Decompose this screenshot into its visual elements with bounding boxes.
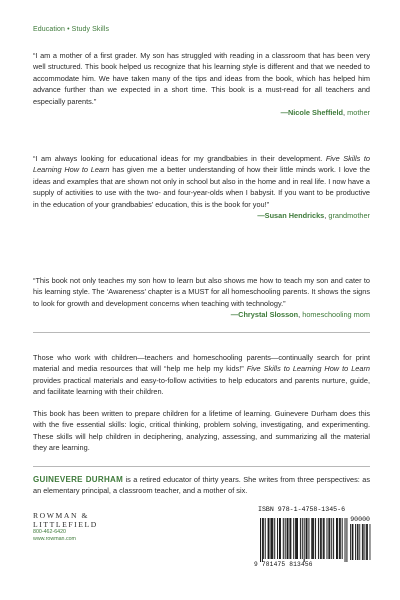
- barcode-bar: [336, 518, 337, 559]
- barcode-bar: [333, 518, 334, 559]
- book-title-italic: Five Skills to Learning How to Learn: [33, 154, 370, 175]
- barcode-bar: [304, 518, 305, 562]
- barcode-bar: [318, 518, 319, 559]
- addon-bar: [370, 524, 371, 560]
- barcode-bar: [265, 518, 266, 559]
- category-label: Education • Study Skills: [33, 26, 110, 33]
- publisher-website: www.rowman.com: [33, 536, 76, 543]
- barcode-bar: [262, 518, 263, 562]
- barcode-bar: [323, 518, 324, 559]
- barcode-bar: [300, 518, 301, 559]
- barcode-bar: [283, 518, 284, 559]
- barcode-bar: [320, 518, 321, 559]
- isbn-barcode: [254, 505, 372, 570]
- barcode-bar: [346, 518, 347, 562]
- barcode-bar: [279, 518, 280, 559]
- barcode-bar: [269, 518, 270, 559]
- addon-bar: [366, 524, 367, 560]
- barcode-bar: [289, 518, 290, 559]
- barcode-bar: [296, 518, 297, 559]
- barcode-bar: [315, 518, 316, 559]
- divider: [33, 466, 370, 467]
- testimonial-1: [33, 50, 370, 118]
- addon-bar: [364, 524, 365, 560]
- addon-bar: [367, 524, 368, 560]
- testimonial-role: grandmother: [328, 211, 370, 221]
- barcode-bar: [331, 518, 332, 559]
- testimonial-attribution: —Chrystal Slosson, homeschooling mom: [230, 310, 370, 320]
- barcode-bar: [277, 518, 278, 559]
- barcode-bar: [327, 518, 328, 559]
- book-title-italic: Five Skills to Learning How to Learn: [246, 364, 370, 374]
- author-name: GUINEVERE DURHAM: [33, 475, 124, 484]
- barcode-bar: [311, 518, 312, 559]
- price-code: 90000: [350, 516, 370, 523]
- barcode-bar: [288, 518, 289, 559]
- barcode-bar: [272, 518, 273, 559]
- testimonial-name: —Nicole Sheffield: [280, 108, 344, 118]
- testimonial-role: mother: [347, 108, 370, 118]
- barcode-bar: [345, 518, 346, 562]
- barcode-bar: [293, 518, 294, 559]
- barcode-bar: [270, 518, 271, 559]
- barcode-bar: [280, 518, 281, 559]
- barcode-bar: [285, 518, 286, 559]
- testimonial-2: [33, 153, 370, 221]
- barcode-bar: [271, 518, 272, 559]
- testimonial-role: homeschooling mom: [302, 310, 370, 320]
- barcode-bar: [263, 518, 264, 559]
- barcode-bar: [324, 518, 325, 559]
- testimonial-attribution: —Susan Hendricks, grandmother: [257, 211, 370, 221]
- addon-bar: [355, 524, 356, 560]
- barcode-digits: 9 781475 813456: [254, 561, 313, 568]
- barcode-bar: [313, 518, 314, 559]
- publisher-phone: 800-462-6420: [33, 529, 66, 535]
- barcode-bar: [329, 518, 330, 559]
- addon-bar: [362, 524, 363, 560]
- barcode-bar: [308, 518, 309, 559]
- addon-bar: [357, 524, 358, 560]
- publisher-logo: ROWMAN & LITTLEFIELD: [33, 511, 98, 529]
- divider: [33, 332, 370, 333]
- barcode-bar: [342, 518, 343, 559]
- testimonial-attribution: —Nicole Sheffield, mother: [280, 108, 370, 118]
- addon-bar: [363, 524, 364, 560]
- barcode-bar: [297, 518, 298, 559]
- addon-bar: [359, 524, 360, 560]
- description-paragraph-1: Those who work with children—teachers and homeschooling parents—continually search for print material and media resources that will “help me help my kids!” Five Skills to Learning How to Learn provides practical materials and easy-to-follow activities to help educators and parents nurture, guide, and facilitate learning with their children.: [33, 353, 370, 397]
- isbn-number: ISBN 978-1-4758-1345-6: [258, 506, 346, 513]
- barcode-bar: [290, 518, 291, 559]
- barcode-bar: [306, 518, 307, 559]
- barcode-bar: [260, 518, 261, 562]
- barcode-bar: [328, 518, 329, 559]
- addon-bar: [358, 524, 359, 560]
- testimonial-3: [33, 275, 370, 321]
- barcode-bar: [287, 518, 288, 559]
- barcode-bar: [295, 518, 296, 559]
- description-paragraph-2: This book has been written to prepare children for a lifetime of learning. Guinevere Durham does this with the five essential skills: logic, critical thinking, problem solving, investigating, and experimenting. These skills will help children in deciphering, analyzing, assessing, and summarizing all the material they are learning.: [33, 409, 370, 453]
- testimonial-quote: “I am always looking for educational ideas for my grandbabies in their development. Five Skills to Learning How to Learn has given me a better understanding of how their little minds work. I love the ideas and examples that are shown not only in school but also in the home and in real life. I now have a supply of activities to use with the two- and four-year-olds when I babysit. If you want to be productive in the education of your grandbabies’ education, this is the book for you!”: [33, 154, 370, 209]
- barcode-bar: [274, 518, 275, 559]
- barcode-bar: [340, 518, 341, 559]
- author-bio: GUINEVERE DURHAM is a retired educator of thirty years. She writes from three perspectives: as an elementary principal, a classroom teacher, and a mother of six.: [33, 475, 370, 496]
- addon-bar: [353, 524, 354, 560]
- barcode-bar: [312, 518, 313, 559]
- barcode-bar: [321, 518, 322, 559]
- barcode-bar: [339, 518, 340, 559]
- barcode-bars: [254, 514, 372, 562]
- barcode-bar: [337, 518, 338, 559]
- testimonial-quote: “This book not only teaches my son how to learn but also shows me how to teach my son and cater to his learning style. The ‘Awareness’ chapter is a MUST for all homeschooling parents. It shows the signs to look for growth and development concerns when teaching with technology.”: [33, 276, 370, 308]
- barcode-bar: [302, 518, 303, 559]
- publisher-block: [33, 511, 143, 543]
- barcode-bar: [307, 518, 308, 559]
- testimonial-name: —Susan Hendricks: [257, 211, 325, 221]
- addon-bar: [350, 524, 351, 560]
- addon-bar: [352, 524, 353, 560]
- testimonial-name: —Chrystal Slosson: [230, 310, 299, 320]
- testimonial-quote: “I am a mother of a first grader. My son has struggled with reading in a classroom that has been very well structured. This book helped us recognize that his learning style is different and that we needed to accommodate him. We have taken many of the tips and ideas from the book, which has helped him advance further than we expected in a short time. This book is a must-read for all teachers and especially parents.”: [33, 51, 370, 106]
- barcode-bar: [268, 518, 269, 559]
